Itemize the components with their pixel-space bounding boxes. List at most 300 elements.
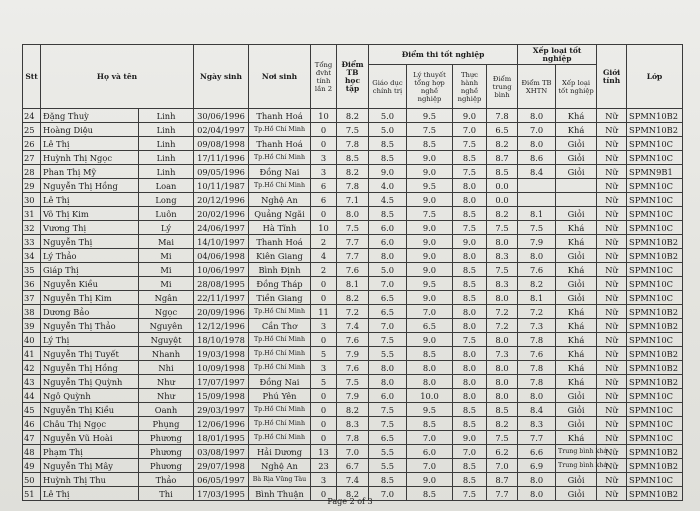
first-name-cell: Mi <box>139 263 194 277</box>
gender-cell: Nữ <box>597 473 627 487</box>
birth-place-cell: Tp.Hồ Chí Minh <box>249 403 311 417</box>
class-cell: SPMN10C <box>627 207 683 221</box>
birth-place-cell: Nghệ An <box>249 459 311 473</box>
table-row <box>23 123 683 137</box>
stt-cell: 38 <box>23 305 41 319</box>
gender-cell: Nữ <box>597 333 627 347</box>
total-credits-cell: 0 <box>311 389 337 403</box>
politics-cell: 7.0 <box>369 487 407 501</box>
gender-cell: Nữ <box>597 109 627 123</box>
exam-average-cell: 7.5 <box>487 431 518 445</box>
first-name-cell: Mai <box>139 235 194 249</box>
rank-cell: Khá <box>556 221 597 235</box>
class-cell: SPMN10B2 <box>627 109 683 123</box>
rank-cell: Giỏi <box>556 207 597 221</box>
practice-cell: 8.5 <box>453 207 487 221</box>
rank-cell: Giỏi <box>556 403 597 417</box>
birth-place-cell: Bình Thuận <box>249 487 311 501</box>
rank-cell: Khá <box>556 109 597 123</box>
rank-cell: Khá <box>556 235 597 249</box>
total-credits-cell: 3 <box>311 361 337 375</box>
stt-cell: 45 <box>23 403 41 417</box>
gender-cell: Nữ <box>597 137 627 151</box>
header-gpa-xhtn: Điểm TB XHTN <box>518 65 556 109</box>
first-name-cell: Linh <box>139 123 194 137</box>
last-middle-name-cell: Nguyễn Thị <box>41 235 139 249</box>
total-credits-cell: 6 <box>311 179 337 193</box>
exam-average-cell: 7.2 <box>487 319 518 333</box>
rank-cell: Trung bình khá <box>556 459 597 473</box>
class-cell: SPMN10B2 <box>627 347 683 361</box>
theory-cell: 8.5 <box>407 137 453 151</box>
practice-cell: 9.0 <box>453 109 487 123</box>
class-cell: SPMN10B2 <box>627 305 683 319</box>
exam-average-cell: 8.0 <box>487 333 518 347</box>
stt-cell: 47 <box>23 431 41 445</box>
first-name-cell: Linh <box>139 151 194 165</box>
table-row <box>23 249 683 263</box>
stt-cell: 34 <box>23 249 41 263</box>
first-name-cell: Loan <box>139 179 194 193</box>
table-row <box>23 179 683 193</box>
birth-place-cell: Tp.Hồ Chí Minh <box>249 179 311 193</box>
table-row <box>23 403 683 417</box>
table-row <box>23 347 683 361</box>
gpa-xhtn-cell: 7.0 <box>518 123 556 137</box>
birth-date-cell: 06/05/1997 <box>194 473 249 487</box>
birth-date-cell: 29/07/1998 <box>194 459 249 473</box>
table-row <box>23 165 683 179</box>
first-name-cell: Mi <box>139 277 194 291</box>
rank-cell: Khá <box>556 263 597 277</box>
first-name-cell: Như <box>139 375 194 389</box>
gender-cell: Nữ <box>597 389 627 403</box>
class-cell: SPMN10C <box>627 389 683 403</box>
exam-average-cell: 7.5 <box>487 221 518 235</box>
gender-cell: Nữ <box>597 179 627 193</box>
rank-cell: Khá <box>556 431 597 445</box>
first-name-cell: Linh <box>139 109 194 123</box>
header-birth-date: Ngày sinh <box>194 45 249 109</box>
rank-cell: Giỏi <box>556 417 597 431</box>
birth-date-cell: 14/10/1997 <box>194 235 249 249</box>
gpa-xhtn-cell: 6.9 <box>518 459 556 473</box>
first-name-cell: Thi <box>139 487 194 501</box>
politics-cell: 8.0 <box>369 375 407 389</box>
birth-date-cell: 15/09/1998 <box>194 389 249 403</box>
table-body <box>23 109 683 501</box>
birth-place-cell: Cần Thơ <box>249 319 311 333</box>
last-middle-name-cell: Nguyễn Thị Kim <box>41 291 139 305</box>
practice-cell: 7.5 <box>453 165 487 179</box>
first-name-cell: Luôn <box>139 207 194 221</box>
gender-cell: Nữ <box>597 319 627 333</box>
politics-cell: 5.5 <box>369 445 407 459</box>
total-credits-cell: 0 <box>311 417 337 431</box>
last-middle-name-cell: Hoàng Diệu <box>41 123 139 137</box>
practice-cell: 8.0 <box>453 319 487 333</box>
stt-cell: 51 <box>23 487 41 501</box>
gender-cell: Nữ <box>597 417 627 431</box>
class-cell: SPMN10C <box>627 473 683 487</box>
stt-cell: 46 <box>23 417 41 431</box>
class-cell: SPMN10C <box>627 263 683 277</box>
rank-cell: Giỏi <box>556 487 597 501</box>
birth-place-cell: Đồng Nai <box>249 375 311 389</box>
stt-cell: 31 <box>23 207 41 221</box>
politics-cell: 6.0 <box>369 389 407 403</box>
gpa-cell: 7.5 <box>337 123 369 137</box>
theory-cell: 8.5 <box>407 347 453 361</box>
stt-cell: 49 <box>23 459 41 473</box>
gpa-xhtn-cell: 7.7 <box>518 431 556 445</box>
exam-average-cell: 6.2 <box>487 445 518 459</box>
exam-average-cell: 8.0 <box>487 291 518 305</box>
stt-cell: 24 <box>23 109 41 123</box>
gender-cell: Nữ <box>597 375 627 389</box>
last-middle-name-cell: Nguyễn Vũ Hoài <box>41 431 139 445</box>
birth-date-cell: 10/09/1998 <box>194 361 249 375</box>
birth-place-cell: Tiền Giang <box>249 291 311 305</box>
total-credits-cell: 2 <box>311 235 337 249</box>
table-row <box>23 305 683 319</box>
header-exam-average: Điểm trung bình <box>487 65 518 109</box>
stt-cell: 44 <box>23 389 41 403</box>
table-row <box>23 375 683 389</box>
total-credits-cell: 0 <box>311 431 337 445</box>
gender-cell: Nữ <box>597 165 627 179</box>
gpa-xhtn-cell: 7.2 <box>518 305 556 319</box>
birth-place-cell: Tp.Hồ Chí Minh <box>249 347 311 361</box>
rank-cell: Giỏi <box>556 137 597 151</box>
first-name-cell: Phương <box>139 431 194 445</box>
practice-cell: 9.0 <box>453 431 487 445</box>
stt-cell: 41 <box>23 347 41 361</box>
gender-cell: Nữ <box>597 403 627 417</box>
table-row <box>23 109 683 123</box>
birth-date-cell: 17/11/1996 <box>194 151 249 165</box>
last-middle-name-cell: Huỳnh Thị Thu <box>41 473 139 487</box>
gpa-cell: 8.2 <box>337 291 369 305</box>
total-credits-cell: 3 <box>311 151 337 165</box>
table-row <box>23 151 683 165</box>
gpa-cell: 7.8 <box>337 137 369 151</box>
birth-place-cell: Bình Định <box>249 263 311 277</box>
gpa-cell: 8.2 <box>337 165 369 179</box>
gpa-xhtn-cell: 8.4 <box>518 403 556 417</box>
rank-cell <box>556 179 597 193</box>
gpa-cell: 7.8 <box>337 179 369 193</box>
gpa-cell: 7.0 <box>337 445 369 459</box>
table-row <box>23 417 683 431</box>
politics-cell: 6.5 <box>369 305 407 319</box>
politics-cell: 8.5 <box>369 151 407 165</box>
politics-cell: 8.5 <box>369 207 407 221</box>
table-row <box>23 431 683 445</box>
gpa-cell: 7.6 <box>337 361 369 375</box>
stt-cell: 40 <box>23 333 41 347</box>
total-credits-cell: 3 <box>311 165 337 179</box>
practice-cell: 8.0 <box>453 361 487 375</box>
politics-cell: 6.5 <box>369 431 407 445</box>
exam-average-cell: 7.7 <box>487 487 518 501</box>
last-middle-name-cell: Lê Thị <box>41 487 139 501</box>
gpa-cell: 7.2 <box>337 305 369 319</box>
politics-cell: 4.0 <box>369 179 407 193</box>
exam-average-cell: 8.2 <box>487 207 518 221</box>
birth-date-cell: 20/12/1996 <box>194 193 249 207</box>
theory-cell: 7.0 <box>407 459 453 473</box>
birth-date-cell: 09/08/1998 <box>194 137 249 151</box>
rank-cell: Khá <box>556 347 597 361</box>
first-name-cell: Oanh <box>139 403 194 417</box>
total-credits-cell: 0 <box>311 137 337 151</box>
birth-place-cell: Kiên Giang <box>249 249 311 263</box>
practice-cell: 8.0 <box>453 249 487 263</box>
header-gpa: Điểm TB học tập <box>337 45 369 109</box>
theory-cell: 9.5 <box>407 179 453 193</box>
birth-place-cell: Đồng Tháp <box>249 277 311 291</box>
politics-cell: 5.5 <box>369 459 407 473</box>
gpa-xhtn-cell: 8.0 <box>518 137 556 151</box>
last-middle-name-cell: Phan Thị Mỹ <box>41 165 139 179</box>
class-cell: SPMN10B2 <box>627 319 683 333</box>
total-credits-cell: 0 <box>311 291 337 305</box>
gpa-xhtn-cell: 8.6 <box>518 151 556 165</box>
gender-cell: Nữ <box>597 207 627 221</box>
rank-cell: Giỏi <box>556 249 597 263</box>
gender-cell: Nữ <box>597 445 627 459</box>
last-middle-name-cell: Ngô Quỳnh <box>41 389 139 403</box>
gender-cell: Nữ <box>597 459 627 473</box>
politics-cell: 8.5 <box>369 137 407 151</box>
table-row <box>23 277 683 291</box>
politics-cell: 5.0 <box>369 109 407 123</box>
gpa-cell: 7.4 <box>337 473 369 487</box>
birth-place-cell: Đồng Nai <box>249 165 311 179</box>
birth-date-cell: 12/06/1996 <box>194 417 249 431</box>
table-row <box>23 445 683 459</box>
last-middle-name-cell: Lê Thị <box>41 137 139 151</box>
exam-average-cell: 8.3 <box>487 277 518 291</box>
first-name-cell: Ngọc <box>139 305 194 319</box>
politics-cell: 5.0 <box>369 263 407 277</box>
practice-cell: 7.0 <box>453 445 487 459</box>
class-cell: SPMN10B2 <box>627 249 683 263</box>
exam-average-cell: 8.5 <box>487 403 518 417</box>
header-graduation-rank: Xếp loại tốt nghiệp <box>518 45 597 65</box>
total-credits-cell: 23 <box>311 459 337 473</box>
table-row <box>23 137 683 151</box>
birth-place-cell: Tp.Hồ Chí Minh <box>249 333 311 347</box>
politics-cell: 5.5 <box>369 347 407 361</box>
birth-date-cell: 20/02/1996 <box>194 207 249 221</box>
table-row <box>23 361 683 375</box>
gpa-cell: 7.8 <box>337 431 369 445</box>
total-credits-cell: 4 <box>311 249 337 263</box>
header-full-name: Họ và tên <box>41 45 194 109</box>
exam-average-cell: 8.2 <box>487 137 518 151</box>
gpa-cell: 8.2 <box>337 487 369 501</box>
gpa-xhtn-cell: 7.3 <box>518 319 556 333</box>
header-theory: Lý thuyết tổng hợp nghề nghiệp <box>407 65 453 109</box>
gpa-cell: 7.5 <box>337 221 369 235</box>
gender-cell: Nữ <box>597 221 627 235</box>
table-row <box>23 473 683 487</box>
theory-cell: 9.0 <box>407 193 453 207</box>
birth-date-cell: 17/03/1995 <box>194 487 249 501</box>
stt-cell: 42 <box>23 361 41 375</box>
birth-place-cell: Tp.Hồ Chí Minh <box>249 305 311 319</box>
rank-cell: Khá <box>556 361 597 375</box>
exam-average-cell: 7.2 <box>487 305 518 319</box>
gpa-xhtn-cell: 8.0 <box>518 389 556 403</box>
stt-cell: 43 <box>23 375 41 389</box>
theory-cell: 9.0 <box>407 165 453 179</box>
first-name-cell: Linh <box>139 137 194 151</box>
rank-cell: Giỏi <box>556 151 597 165</box>
theory-cell: 9.5 <box>407 403 453 417</box>
total-credits-cell: 3 <box>311 319 337 333</box>
politics-cell: 7.5 <box>369 417 407 431</box>
total-credits-cell: 0 <box>311 123 337 137</box>
practice-cell: 8.0 <box>453 179 487 193</box>
first-name-cell: Nguyệt <box>139 333 194 347</box>
theory-cell: 10.0 <box>407 389 453 403</box>
last-middle-name-cell: Huỳnh Thị Ngọc <box>41 151 139 165</box>
birth-place-cell: Nghệ An <box>249 193 311 207</box>
practice-cell: 8.5 <box>453 151 487 165</box>
header-practice: Thực hành nghề nghiệp <box>453 65 487 109</box>
rank-cell: Khá <box>556 305 597 319</box>
last-middle-name-cell: Nguyễn Thị Tuyết <box>41 347 139 361</box>
exam-average-cell: 8.7 <box>487 473 518 487</box>
birth-date-cell: 22/11/1997 <box>194 291 249 305</box>
exam-average-cell: 0.0 <box>487 193 518 207</box>
stt-cell: 29 <box>23 179 41 193</box>
last-middle-name-cell: Võ Thị Kim <box>41 207 139 221</box>
birth-place-cell: Hải Dương <box>249 445 311 459</box>
exam-average-cell: 6.5 <box>487 123 518 137</box>
last-middle-name-cell: Lý Thảo <box>41 249 139 263</box>
gpa-cell: 8.1 <box>337 277 369 291</box>
theory-cell: 7.0 <box>407 431 453 445</box>
class-cell: SPMN10B2 <box>627 375 683 389</box>
theory-cell: 9.0 <box>407 249 453 263</box>
exam-average-cell: 8.5 <box>487 165 518 179</box>
birth-place-cell: Tp.Hồ Chí Minh <box>249 431 311 445</box>
last-middle-name-cell: Nguyễn Kiều <box>41 277 139 291</box>
last-middle-name-cell: Dương Bảo <box>41 305 139 319</box>
gpa-xhtn-cell <box>518 193 556 207</box>
birth-place-cell: Bà Rịa Vũng Tàu <box>249 473 311 487</box>
total-credits-cell: 0 <box>311 277 337 291</box>
politics-cell: 6.0 <box>369 221 407 235</box>
gpa-cell: 6.7 <box>337 459 369 473</box>
last-middle-name-cell: Nguyễn Thị Mây <box>41 459 139 473</box>
page-footer: Page 2 of 3 <box>327 497 373 506</box>
gender-cell: Nữ <box>597 235 627 249</box>
gpa-cell: 7.7 <box>337 249 369 263</box>
rank-cell: Giỏi <box>556 165 597 179</box>
table-row <box>23 207 683 221</box>
gpa-xhtn-cell: 7.9 <box>518 235 556 249</box>
table-header <box>23 45 683 109</box>
stt-cell: 39 <box>23 319 41 333</box>
theory-cell: 9.0 <box>407 221 453 235</box>
gpa-xhtn-cell: 7.5 <box>518 221 556 235</box>
student-table <box>22 44 683 501</box>
total-credits-cell: 10 <box>311 109 337 123</box>
theory-cell: 8.0 <box>407 361 453 375</box>
header-rank: Xếp loại tốt nghiệp <box>556 65 597 109</box>
theory-cell: 8.0 <box>407 375 453 389</box>
gpa-xhtn-cell: 6.6 <box>518 445 556 459</box>
birth-date-cell: 18/10/1978 <box>194 333 249 347</box>
rank-cell <box>556 193 597 207</box>
politics-cell: 7.0 <box>369 277 407 291</box>
total-credits-cell: 11 <box>311 305 337 319</box>
class-cell: SPMN10C <box>627 333 683 347</box>
first-name-cell: Lý <box>139 221 194 235</box>
birth-place-cell: Tp.Hồ Chí Minh <box>249 417 311 431</box>
gpa-xhtn-cell: 8.0 <box>518 473 556 487</box>
practice-cell: 8.0 <box>453 389 487 403</box>
gpa-cell: 7.6 <box>337 263 369 277</box>
gpa-cell: 7.6 <box>337 333 369 347</box>
class-cell: SPMN10B2 <box>627 487 683 501</box>
birth-place-cell: Tp.Hồ Chí Minh <box>249 361 311 375</box>
gpa-cell: 8.2 <box>337 109 369 123</box>
theory-cell: 7.0 <box>407 305 453 319</box>
exam-average-cell: 8.0 <box>487 375 518 389</box>
table-row <box>23 193 683 207</box>
rank-cell: Khá <box>556 123 597 137</box>
last-middle-name-cell: Đặng Thuỳ <box>41 109 139 123</box>
gender-cell: Nữ <box>597 361 627 375</box>
gpa-xhtn-cell: 8.1 <box>518 291 556 305</box>
gender-cell: Nữ <box>597 193 627 207</box>
stt-cell: 36 <box>23 277 41 291</box>
last-middle-name-cell: Nguyễn Thị Quỳnh <box>41 375 139 389</box>
gpa-xhtn-cell: 8.2 <box>518 277 556 291</box>
birth-date-cell: 10/06/1997 <box>194 263 249 277</box>
politics-cell: 5.0 <box>369 123 407 137</box>
birth-place-cell: Tp.Hồ Chí Minh <box>249 151 311 165</box>
last-middle-name-cell: Giáp Thị <box>41 263 139 277</box>
table-row <box>23 389 683 403</box>
theory-cell: 9.0 <box>407 263 453 277</box>
first-name-cell: Thảo <box>139 473 194 487</box>
first-name-cell: Phương <box>139 445 194 459</box>
gpa-cell: 7.4 <box>337 319 369 333</box>
gender-cell: Nữ <box>597 305 627 319</box>
exam-average-cell: 8.0 <box>487 389 518 403</box>
exam-average-cell: 8.0 <box>487 361 518 375</box>
birth-place-cell: Thanh Hoá <box>249 137 311 151</box>
first-name-cell: Nguyên <box>139 319 194 333</box>
table-row <box>23 263 683 277</box>
class-cell: SPMN10C <box>627 277 683 291</box>
rank-cell: Trung bình khá <box>556 445 597 459</box>
gpa-xhtn-cell <box>518 179 556 193</box>
stt-cell: 25 <box>23 123 41 137</box>
table-row <box>23 333 683 347</box>
birth-date-cell: 02/04/1997 <box>194 123 249 137</box>
header-gender: Giới tính <box>597 45 627 109</box>
politics-cell: 8.0 <box>369 249 407 263</box>
birth-date-cell: 04/06/1998 <box>194 249 249 263</box>
